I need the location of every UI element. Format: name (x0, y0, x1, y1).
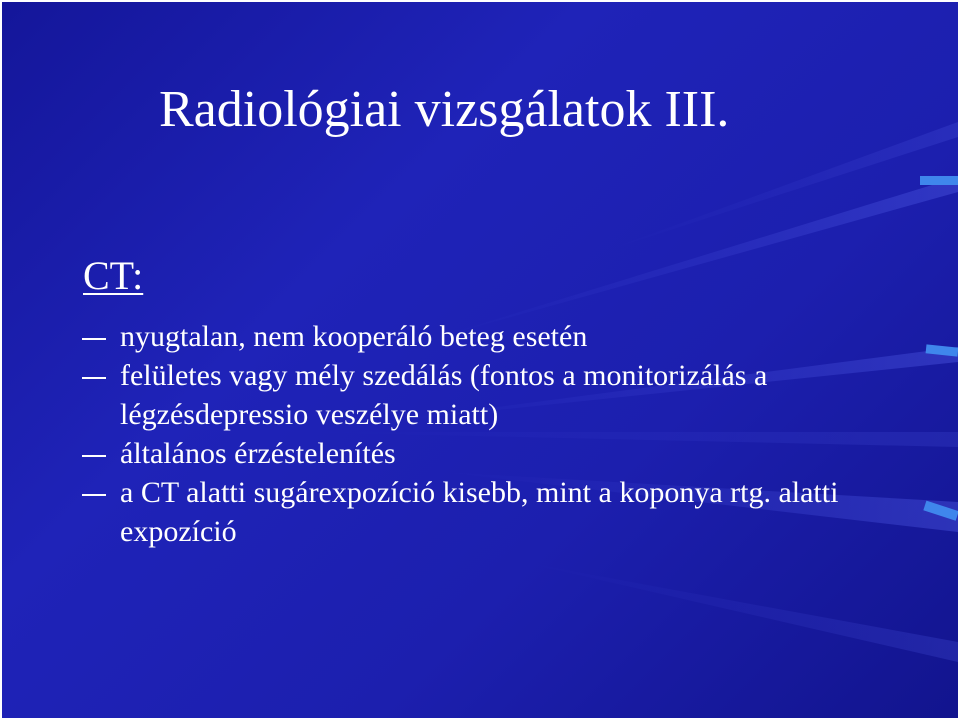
slide (2, 2, 958, 718)
bullet-text: felületes vagy mély szedálás (fontos a monitorizálás a légzésdepressio veszélye miatt) (120, 359, 768, 431)
bullet-list (82, 317, 902, 551)
bullet-item (82, 473, 902, 551)
bullet-item (82, 356, 902, 434)
bullet-text: a CT alatti sugárexpozíció kisebb, mint a koponya rtg. alatti expozíció (120, 476, 839, 548)
section-heading-ct: CT: (83, 253, 144, 298)
accent-bar-1 (920, 176, 958, 185)
bullet-text: általános érzéstelenítés (120, 437, 396, 470)
bullet-item (82, 434, 902, 473)
slide-title: Radiológiai vizsgálatok III. (159, 81, 730, 138)
bullet-item (82, 317, 902, 356)
bullet-text: nyugtalan, nem kooperáló beteg esetén (120, 320, 588, 353)
